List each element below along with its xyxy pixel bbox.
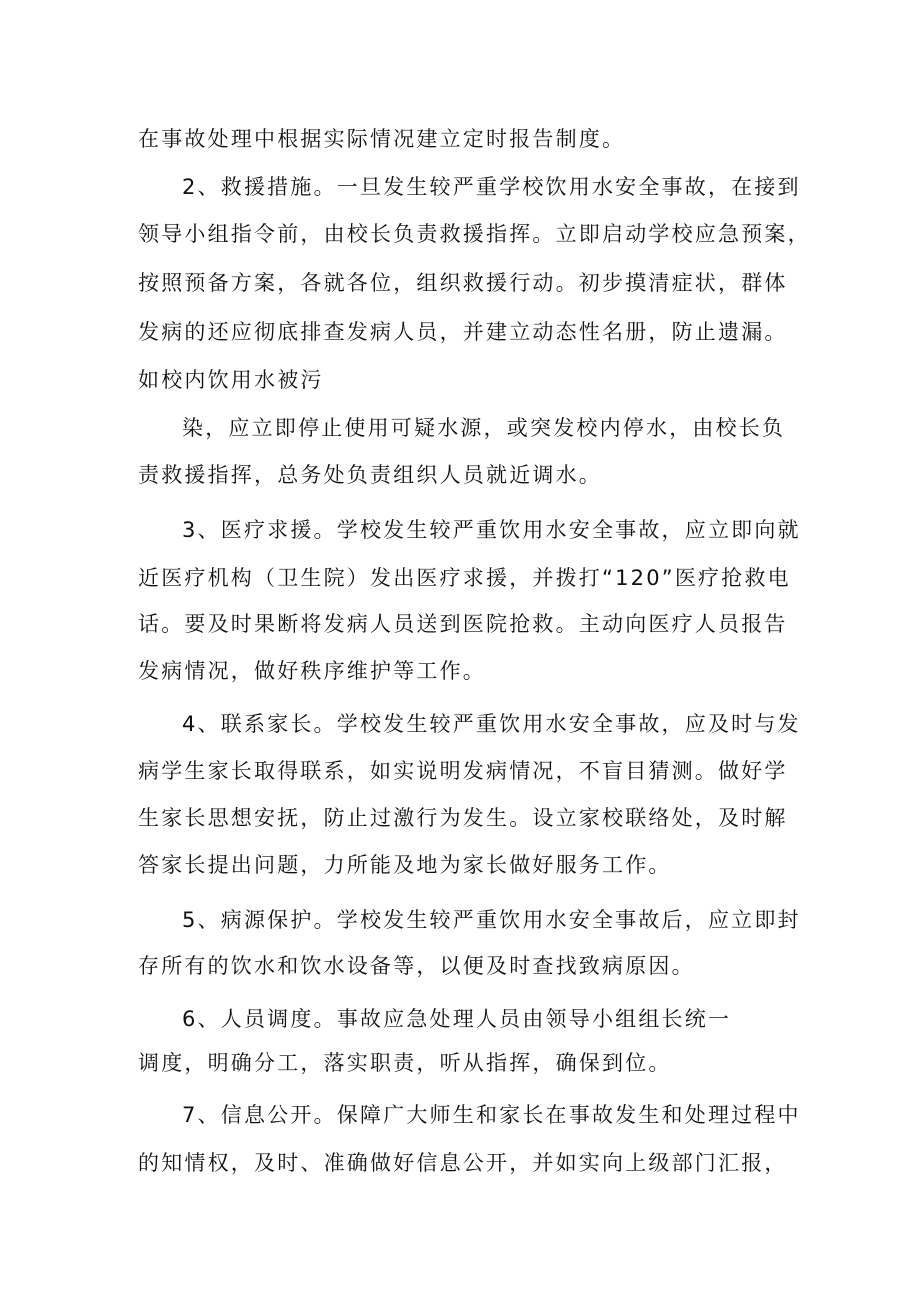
text-line: 如校内饮用水被污 <box>138 368 324 392</box>
text-line: 近医疗机构（卫生院）发出医疗求援，并拨打“120”医疗抢救电 <box>138 566 791 590</box>
text-line: 答家长提出问题，力所能及地为家长做好服务工作。 <box>138 853 672 877</box>
text-line: 存所有的饮水和饮水设备等，以便及时查找致病原因。 <box>138 954 695 978</box>
text-line: 按照预备方案，各就各位，组织救援行动。初步摸清症状，群体 <box>138 271 788 295</box>
text-line: 在事故处理中根据实际情况建立定时报告制度。 <box>138 127 626 151</box>
text-line: 话。要及时果断将发病人员送到医院抢救。主动向医疗人员报告 <box>138 612 788 636</box>
paragraph-contact-parents: 4、联系家长。学校发生较严重饮用水安全事故，应及时与发 <box>182 712 801 736</box>
paragraph-source-protection: 5、病源保护。学校发生较严重饮用水安全事故后，应立即封 <box>182 908 801 932</box>
text-line: 染，应立即停止使用可疑水源，或突发校内停水，由校长负 <box>182 416 786 440</box>
text-line: 调度，明确分工，落实职责，听从指挥，确保到位。 <box>138 1051 672 1075</box>
text-line: 责救援指挥，总务处负责组织人员就近调水。 <box>138 463 602 487</box>
text-line: 领导小组指令前，由校长负责救援指挥。立即启动学校应急预案， <box>138 222 811 246</box>
paragraph-information-disclosure: 7、信息公开。保障广大师生和家长在事故发生和处理过程中 <box>182 1103 801 1127</box>
text-line: 病学生家长取得联系，如实说明发病情况，不盲目猜测。做好学 <box>138 759 788 783</box>
text-line: 的知情权，及时、准确做好信息公开，并如实向上级部门汇报， <box>138 1151 788 1175</box>
paragraph-personnel-dispatch: 6、人员调度。事故应急处理人员由领导小组组长统一 <box>182 1007 732 1031</box>
text-line: 发病的还应彻底排查发病人员，并建立动态性名册，防止遗漏。 <box>138 320 788 344</box>
text-line: 发病情况，做好秩序维护等工作。 <box>138 659 486 683</box>
text-line: 生家长思想安抚，防止过激行为发生。设立家校联络处，及时解 <box>138 806 788 830</box>
paragraph-rescue-measures: 2、救援措施。一旦发生较严重学校饮用水安全事故，在接到 <box>182 175 801 199</box>
paragraph-medical-aid: 3、医疗求援。学校发生较严重饮用水安全事故，应立即向就 <box>182 518 801 542</box>
